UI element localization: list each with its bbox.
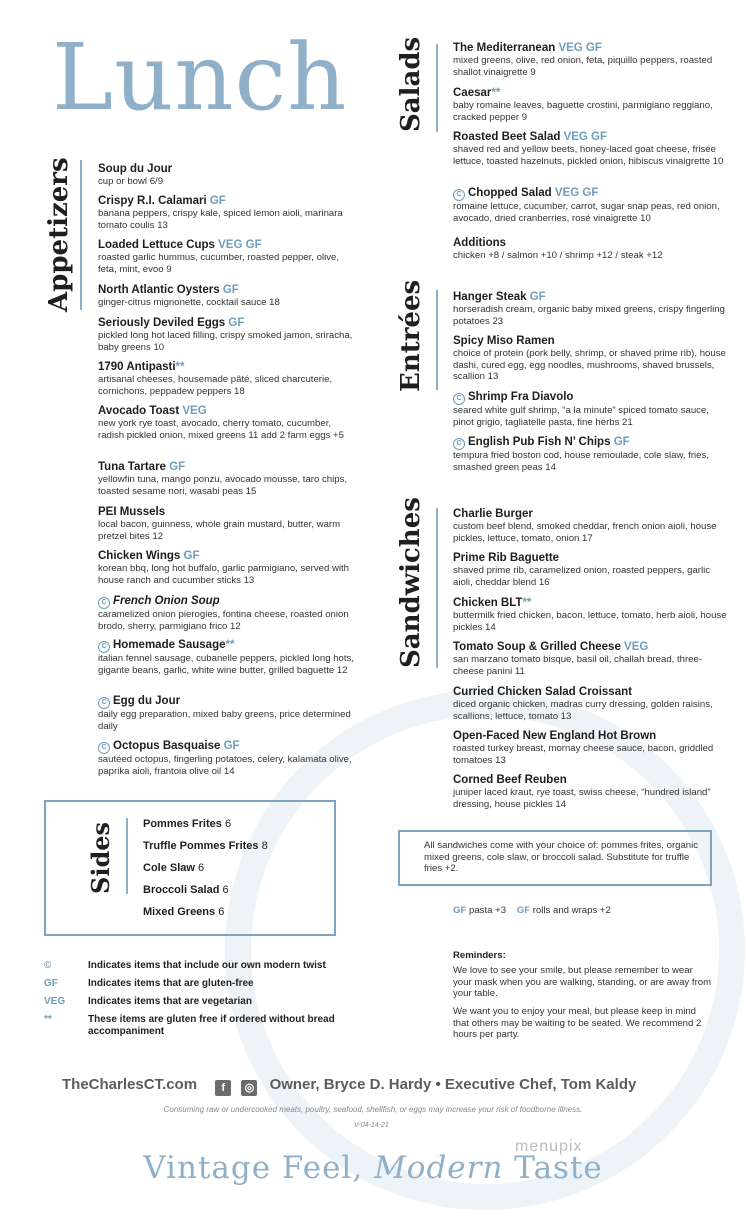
credits: Owner, Bryce D. Hardy • Executive Chef, Tom Kaldy [269,1076,637,1093]
section-entrees: Entrées [396,279,426,392]
appetizers-bar [80,160,82,310]
salads-bar [436,44,438,132]
menu-item: Caesar** baby romaine leaves, baguette crostini, parmigiano reggiano, cracked pepper 9 [453,87,713,123]
sandwich-note-box [398,830,712,886]
modern-twist-icon: C [453,393,465,405]
menu-item: Prime Rib Baguette shaved prime rib, caramelized onion, roasted peppers, garlic aioli, cheddar blend 16 [453,552,711,588]
menu-item: Tuna Tartare GF yellowfin tuna, mango ponzu, avocado mousse, taro chips, toasted sesame nori, wasabi peas 15 [98,461,348,497]
instagram-icon[interactable]: ◎ [241,1080,257,1096]
menu-item: C Shrimp Fra Diavolo seared white gulf shrimp, “a la minute” spiced tomato sauce, pinot grigio, tagliatelle pasta, fine herbs 21 [453,391,709,428]
menu-item: C Octopus Basquaise GF sautéed octopus, fingerling potatoes, celery, kalamata olive, paprika aioli, frantoia olive oil 14 [98,740,352,777]
gf-options: GF pasta +3 GF rolls and wraps +2 [453,905,611,916]
menu-item: Additions chicken +8 / salmon +10 / shrimp +12 / steak +12 [453,237,663,261]
menu-item: C Chopped Salad VEG GF romaine lettuce, cucumber, carrot, sugar snap peas, red onion, avocado, dried cranberries, rosé vinaigrette 10 [453,187,720,224]
menu-item: Hanger Steak GF horseradish cream, organic baby mixed greens, crispy fingerling potatoes 23 [453,291,725,327]
side-item: Mixed Greens 6 [143,906,225,918]
section-appetizers: Appetizers [44,157,74,312]
menu-item: Corned Beef Reuben juniper laced kraut, rye toast, swiss cheese, “hundred island” dressing, house pickles 14 [453,774,711,810]
section-sides: Sides [86,821,115,894]
facebook-icon[interactable]: f [215,1080,231,1096]
menu-item: Crispy R.I. Calamari GF banana peppers, crispy kale, spiced lemon aioli, marinara tomato coulis 13 [98,195,343,231]
legend-veg-text: Indicates items that are vegetarian [88,996,252,1007]
menu-item: Curried Chicken Salad Croissant diced organic chicken, madras curry dressing, golden raisins, scallions, lettuce, tomato 13 [453,686,713,722]
menu-item: PEI Mussels local bacon, guinness, whole grain mustard, butter, warm pretzel bites 12 [98,506,341,542]
footer-bar [62,1076,636,1096]
menu-item: Loaded Lettuce Cups VEG GF roasted garlic hummus, cucumber, roasted pepper, olive, feta, mint, evoo 9 [98,239,340,275]
menu-item: Spicy Miso Ramen choice of protein (pork belly, shrimp, or shaved prime rib), house dashi, cured egg, egg noodles, mushrooms, shaved brussels, scallion 13 [453,335,726,382]
menu-item: Charlie Burger custom beef blend, smoked cheddar, french onion aioli, house pickles, lettuce, tomato, onion 17 [453,508,717,544]
menu-item: Seriously Deviled Eggs GF pickled long hot laced filling, crispy smoked jamon, sriracha, baby greens 10 [98,317,353,353]
page-title: Lunch [52,24,348,131]
side-item: Pommes Frites 6 [143,818,232,830]
side-item: Truffle Pommes Frites 8 [143,840,268,852]
legend-star-symbol: ** [44,1014,52,1025]
menu-item: 1790 Antipasti** artisanal cheeses, housemade pâté, sliced charcuterie, cornichons, peppadew peppers 18 [98,361,333,397]
side-item: Cole Slaw 6 [143,862,205,874]
legend-star-text: These items are gluten free if ordered without bread accompaniment [88,1014,335,1037]
website-link[interactable]: TheCharlesCT.com [62,1076,198,1093]
sides-bar [126,818,128,894]
reminders-mask: We love to see your smile, but please remember to wear your mask when you are walking, standing, or are away from your table. [453,965,712,999]
menu-item: Chicken Wings GF korean bbq, long hot buffalo, garlic parmigiano, served with house ranch and cucumber sticks 13 [98,550,350,586]
menu-item: Roasted Beet Salad VEG GF shaved red and yellow beets, honey-laced goat cheese, frisée lettuce, toasted hazelnuts, pickled onion, hibiscus vinaigrette 10 [453,131,724,167]
menu-item: C Homemade Sausage** italian fennel sausage, cubanelle peppers, pickled long hots, gigante beans, garlic, white wine butter, grilled baguette 12 [98,639,355,676]
modern-twist-icon: C [453,189,465,201]
menu-item: Soup du Jour cup or bowl 6/9 [98,163,173,187]
tagline: Vintage Feel, Modern Taste [143,1150,603,1186]
legend-gf-text: Indicates items that are gluten-free [88,978,254,989]
legend-gf-symbol: GF [44,978,58,989]
sides-box [44,800,336,936]
modern-twist-icon: C [98,641,110,653]
menu-item: C Egg du Jour daily egg preparation, mixed baby greens, price determined daily [98,695,351,732]
menu-item: C French Onion Soup caramelized onion pierogies, fontina cheese, roasted onion brodo, sherry, parmigiano frico 12 [98,595,349,632]
section-salads: Salads [396,36,426,132]
modern-twist-icon: C [98,597,110,609]
reminders-seating: We want you to enjoy your meal, but please keep in mind that others may be waiting to be seated. We recommend 2 hours per party. [453,1006,702,1040]
section-sandwiches: Sandwiches [396,497,426,668]
sandwiches-bar [436,508,438,668]
version-code: V-04-14-21 [354,1122,389,1129]
entrees-bar [436,290,438,390]
modern-twist-icon: C [453,438,465,450]
menu-item: C English Pub Fish N’ Chips GF tempura fried boston cod, house remoulade, cole slaw, fries, smashed green peas 14 [453,436,709,473]
menu-item: Chicken BLT** buttermilk fried chicken, bacon, lettuce, tomato, herb aioli, house pickles 14 [453,597,727,633]
menu-item: North Atlantic Oysters GF ginger-citrus mignonette, cocktail sauce 18 [98,284,280,308]
reminders-heading: Reminders: [453,950,506,961]
legend-twist-text: Indicates items that include our own modern twist [88,960,326,971]
menu-item: Open-Faced New England Hot Brown roasted turkey breast, mornay cheese sauce, bacon, griddled tomatoes 13 [453,730,714,766]
legend-veg-symbol: VEG [44,996,66,1007]
health-disclaimer: Consuming raw or undercooked meats, poultry, seafood, shellfish, or eggs may increase your risk of foodborne illness. [163,1105,583,1114]
side-item: Broccoli Salad 6 [143,884,229,896]
legend-twist-symbol: © [44,960,52,971]
modern-twist-icon: C [98,742,110,754]
menu-item: The Mediterranean VEG GF mixed greens, olive, red onion, feta, piquillo peppers, roasted shallot vinaigrette 9 [453,42,713,78]
watermark: menupix [515,1138,583,1155]
sandwich-note: All sandwiches come with your choice of: pommes frites, organic mixed greens, cole slaw, or broccoli salad. Substitute for truffle fries +2. [424,840,699,874]
modern-twist-icon: C [98,697,110,709]
menu-item: Tomato Soup & Grilled Cheese VEG san marzano tomato bisque, basil oil, challah bread, three-cheese panini 11 [453,641,703,677]
menu-item: Avocado Toast VEG new york rye toast, avocado, cherry tomato, cucumber, radish pickled onion, mixed greens 11 add 2 farm eggs +5 [98,405,344,441]
